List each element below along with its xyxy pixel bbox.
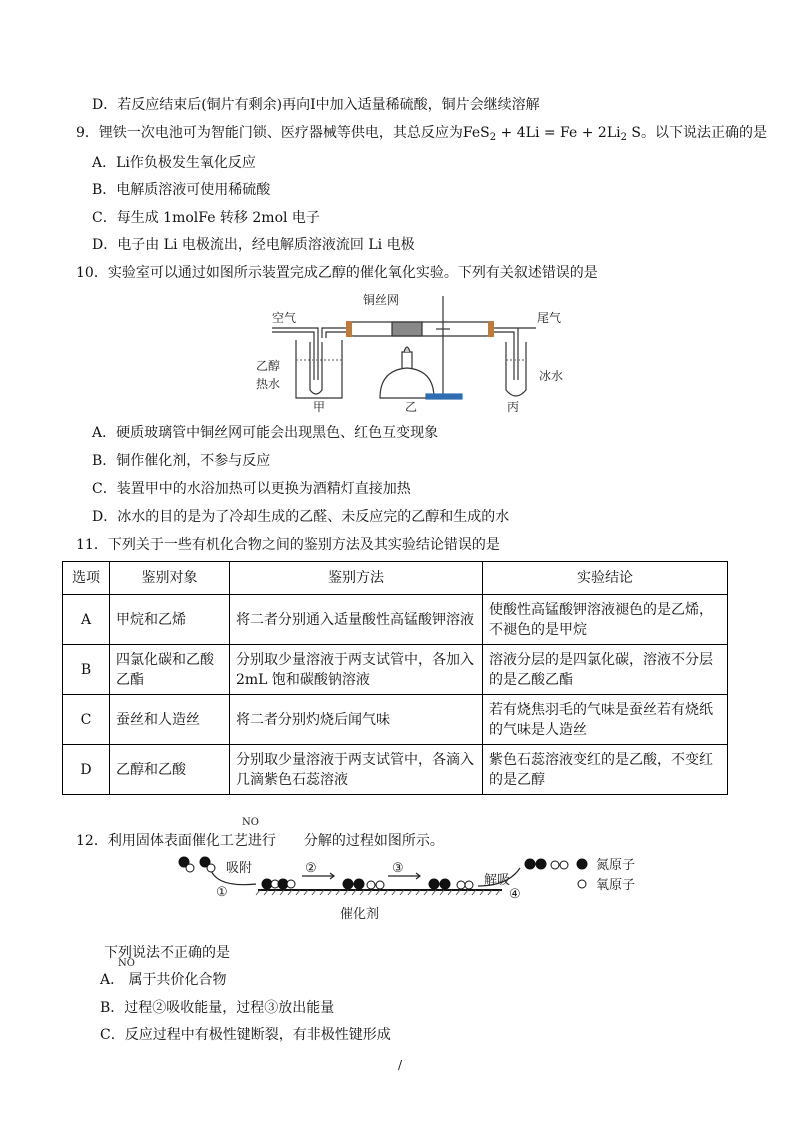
- q10-option-a: A．硬质玻璃管中铜丝网可能会出现黑色、红色互变现象: [92, 425, 439, 441]
- q12-question: 下列说法不正确的是: [104, 945, 230, 961]
- table-header-row: [63, 562, 728, 595]
- header-method: 鉴别方法: [230, 562, 483, 595]
- q12-option-c: C．反应过程中有极性键断裂，有非极性键形成: [100, 1027, 391, 1043]
- q9-equation: $FeS_2 + 4Li = Fe + 2Li_2$ S: [462, 125, 642, 143]
- label-ethanol: 乙醇: [256, 359, 281, 373]
- label-n-atom: 氮原子: [596, 858, 636, 873]
- q10-apparatus-figure: [250, 290, 580, 416]
- q9-option-a: A．Li作负极发生氧化反应: [92, 155, 256, 171]
- label-step-4: ④: [509, 887, 521, 902]
- header-object: 鉴别对象: [110, 562, 230, 595]
- q9-option-b: B．电解质溶液可使用稀硫酸: [92, 182, 271, 198]
- q12-no-label: NO: [242, 817, 259, 828]
- q10-option-b: B．铜作催化剂，不参与反应: [92, 453, 271, 469]
- table-row: B 四氯化碳和乙酸乙酯 分别取少量溶液于两支试管中，各加入2mL 饱和碳酸钠溶液 溶液分层的是四氯化碳，溶液不分层的是乙酸乙酯: [63, 645, 728, 695]
- label-jia: 甲: [313, 400, 326, 414]
- q9-stem: [76, 123, 767, 148]
- label-desorb: 解吸: [484, 873, 511, 888]
- label-adsorb: 吸附: [226, 861, 253, 876]
- label-ice-water: 冰水: [539, 369, 564, 383]
- header-option: 选项: [63, 562, 110, 595]
- q11-stem: 11．下列关于一些有机化合物之间的鉴别方法及其实验结论错误的是: [76, 537, 500, 553]
- label-o-atom: 氧原子: [596, 878, 636, 893]
- table-row: A 甲烷和乙烯 将二者分别通入适量酸性高锰酸钾溶液 使酸性高锰酸钾溶液褪色的是乙烯，不褪色的是甲烷: [63, 595, 728, 645]
- q8-option-d: D．若反应结束后(铜片有剩余)再向Ⅰ中加入适量稀硫酸，铜片会继续溶解: [92, 97, 540, 113]
- q12-stem: 12．利用固体表面催化工艺进行 分解的过程如图所示。: [76, 833, 444, 849]
- q9-stem-pre: 9．锂铁一次电池可为智能门锁、医疗器械等供电，其总反应为: [76, 125, 463, 141]
- q12-option-b: B．过程②吸收能量，过程③放出能量: [100, 1000, 335, 1016]
- header-conclusion: 实验结论: [483, 562, 728, 595]
- label-yi: 乙: [405, 400, 418, 414]
- q12-process-figure: [172, 852, 652, 922]
- label-copper-mesh: 铜丝网: [363, 293, 400, 307]
- label-tail-gas: 尾气: [537, 311, 562, 325]
- q9-option-d: D．电子由 Li 电极流出，经电解质溶液流回 Li 电极: [92, 237, 415, 253]
- q10-stem: 10．实验室可以通过如图所示装置完成乙醇的催化氧化实验。下列有关叙述错误的是: [76, 265, 598, 281]
- q10-option-c: C．装置甲中的水浴加热可以更换为酒精灯直接加热: [92, 481, 411, 497]
- table-row: D 乙醇和乙酸 分别取少量溶液于两支试管中，各滴入几滴紫色石蕊溶液 紫色石蕊溶液变红的是乙酸，不变红的是乙醇: [63, 745, 728, 795]
- q9-stem-post: 。以下说法正确的是: [641, 125, 768, 141]
- q12-no-label-2: NO: [118, 958, 135, 969]
- q10-option-d: D．冰水的目的是为了冷却生成的乙醛、未反应完的乙醇和生成的水: [92, 509, 510, 525]
- label-catalyst: 催化剂: [340, 907, 380, 922]
- label-step-2: ②: [305, 861, 317, 876]
- q12-option-a: A． 属于共价化合物: [100, 972, 227, 988]
- page-mark: /: [398, 1058, 403, 1072]
- label-hot-water: 热水: [256, 377, 281, 391]
- label-bing: 丙: [507, 400, 520, 414]
- q9-option-c: C．每生成 1molFe 转移 2mol 电子: [92, 210, 320, 226]
- label-air: 空气: [272, 311, 297, 325]
- label-step-1: ①: [216, 885, 228, 900]
- label-step-3: ③: [392, 861, 404, 876]
- q11-table: [62, 561, 728, 795]
- table-row: C 蚕丝和人造丝 将二者分别灼烧后闻气味 若有烧焦羽毛的气味是蚕丝若有烧纸的气味是人造丝: [63, 695, 728, 745]
